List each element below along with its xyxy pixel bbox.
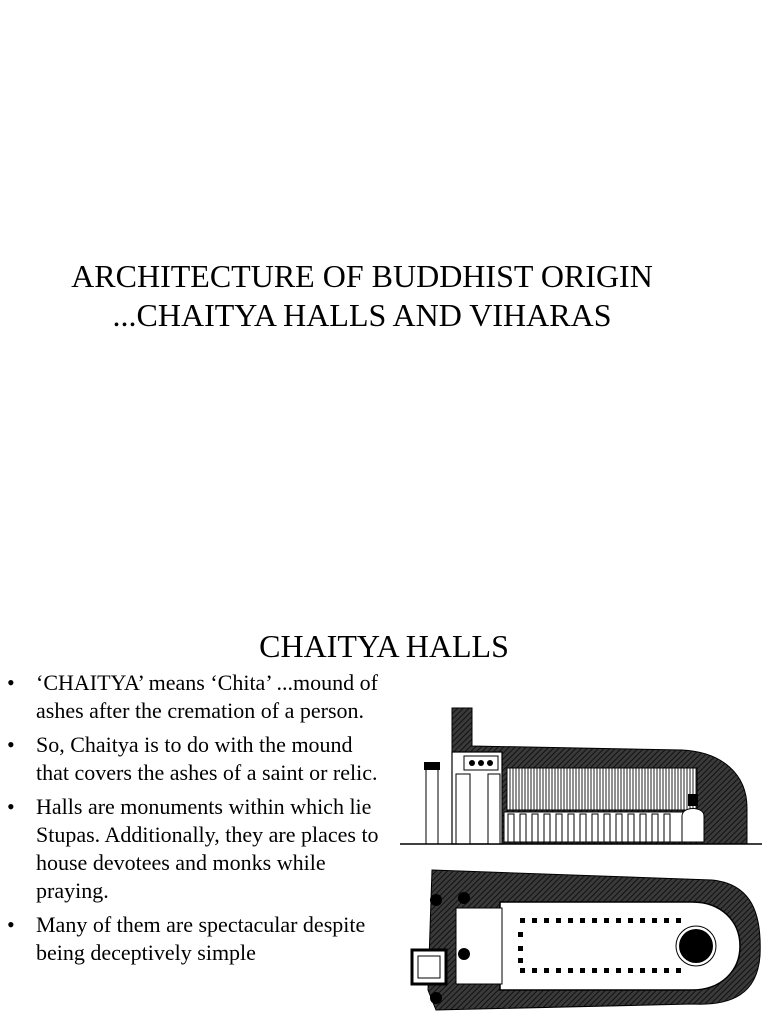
- section-drawing: [400, 708, 762, 844]
- bullet-item: [0, 669, 380, 725]
- bullet-icon: •: [7, 912, 15, 937]
- bullet-item: [0, 731, 380, 787]
- bullet-item: [0, 793, 380, 905]
- slide-title-line-2: ...CHAITYA HALLS AND VIHARAS: [112, 297, 612, 333]
- chaitya-hall-section-and-plan-icon: [392, 694, 768, 1024]
- bullet-text: So, Chaitya is to do with the mound that covers the ashes of a saint or relic.: [36, 732, 378, 785]
- bullet-text: Many of them are spectacular despite being deceptively simple: [36, 912, 366, 965]
- slide-title: [0, 257, 724, 335]
- slide-title: CHAITYA HALLS: [259, 628, 509, 664]
- bullet-text: ‘CHAITYA’ means ‘Chita’ ...mound of ashes after the cremation of a person.: [36, 670, 378, 723]
- bullet-icon: •: [7, 732, 15, 757]
- slide-title-line-1: ARCHITECTURE OF BUDDHIST ORIGIN: [71, 258, 653, 294]
- slide-2: [0, 576, 768, 1024]
- plan-drawing: [412, 870, 760, 1010]
- bullet-text: Halls are monuments within which lie Stupas. Additionally, they are places to house devotees and monks while praying.: [36, 794, 379, 903]
- chaitya-hall-drawing: [392, 694, 768, 1024]
- bullet-item: [0, 911, 380, 967]
- bullet-icon: •: [7, 670, 15, 695]
- bullet-icon: •: [7, 794, 15, 819]
- bullet-list: [0, 669, 380, 973]
